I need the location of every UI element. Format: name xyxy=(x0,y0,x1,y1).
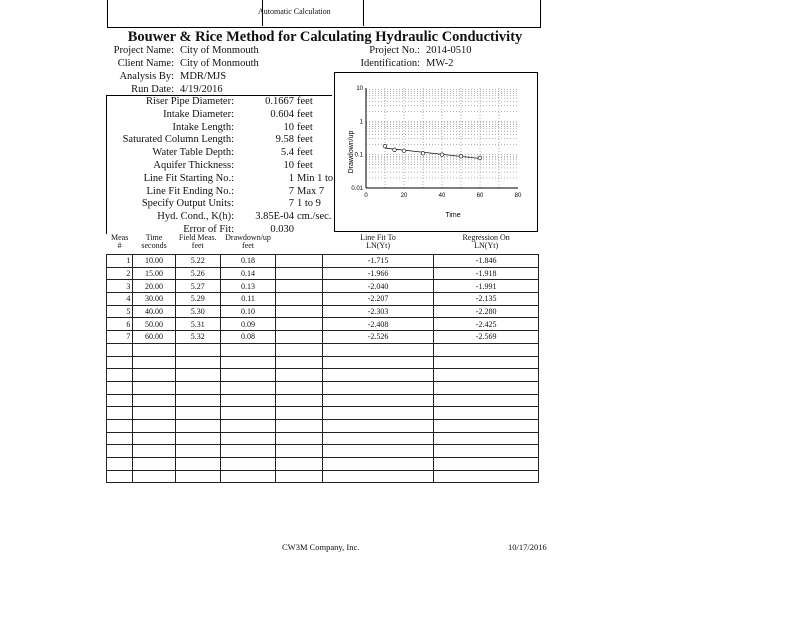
table-cell: -2.526 xyxy=(322,331,433,344)
table-cell xyxy=(434,394,539,407)
x-tick-label: 0 xyxy=(364,193,368,199)
table-cell xyxy=(276,369,323,382)
column-header xyxy=(322,234,433,255)
table-row-empty xyxy=(107,343,539,356)
footer-company: CW3M Company, Inc. xyxy=(282,542,360,552)
param-label: Riser Pipe Diameter: xyxy=(145,96,234,107)
table-cell xyxy=(175,343,220,356)
table-cell xyxy=(434,470,539,483)
table-cell: -2.408 xyxy=(322,318,433,331)
param-label: Saturated Column Length: xyxy=(122,134,234,146)
table-cell: 5 xyxy=(107,305,133,318)
table-cell xyxy=(276,331,323,344)
column-header-line1: Meas xyxy=(111,233,129,242)
table-cell xyxy=(133,381,175,394)
column-header-line2: # xyxy=(117,241,122,250)
param-value: 10 xyxy=(283,160,294,171)
table-row-empty xyxy=(107,394,539,407)
table-cell: 2 xyxy=(107,267,133,280)
table-cell: -1.918 xyxy=(434,267,539,280)
table-cell xyxy=(133,419,175,432)
column-header-line1: Drawdown/up xyxy=(225,233,271,242)
table-row xyxy=(107,255,539,268)
table-cell xyxy=(220,445,275,458)
table-row xyxy=(107,305,539,318)
table-cell: 5.22 xyxy=(175,255,220,268)
table-cell: 4 xyxy=(107,293,133,306)
table-cell xyxy=(276,280,323,293)
table-body xyxy=(107,255,539,483)
table-cell: -1.846 xyxy=(434,255,539,268)
table-cell: -2.135 xyxy=(434,293,539,306)
column-header-line1: Line Fit To xyxy=(360,233,396,242)
table-row-empty xyxy=(107,407,539,420)
table-cell xyxy=(434,432,539,445)
auto-calc-label: Automatic Calculation xyxy=(258,7,331,16)
table-cell xyxy=(276,267,323,280)
run-date-value: 4/19/2016 xyxy=(180,84,223,95)
project-no-value: 2014-0510 xyxy=(426,45,472,56)
table-cell xyxy=(107,381,133,394)
table-row xyxy=(107,267,539,280)
table-cell xyxy=(322,445,433,458)
data-point xyxy=(393,148,397,152)
table-cell xyxy=(133,369,175,382)
param-value: 7 xyxy=(288,198,294,210)
table-cell: 50.00 xyxy=(133,318,175,331)
column-header xyxy=(175,234,220,255)
table-cell: 0.10 xyxy=(220,305,275,318)
table-cell xyxy=(434,369,539,382)
param-unit: Max 7 xyxy=(297,185,325,197)
table-row xyxy=(107,318,539,331)
table-cell: 5.31 xyxy=(175,318,220,331)
table-cell: -2.425 xyxy=(434,318,539,331)
table-cell xyxy=(107,407,133,420)
param-unit: feet xyxy=(297,96,313,107)
param-value: 5.4 xyxy=(280,147,294,159)
column-header-line1: Regression On xyxy=(462,233,510,242)
param-label: Specify Output Units: xyxy=(141,198,234,210)
table-cell xyxy=(175,445,220,458)
table-cell xyxy=(322,407,433,420)
table-row-empty xyxy=(107,470,539,483)
table-cell xyxy=(175,407,220,420)
table-row-empty xyxy=(107,458,539,471)
table-cell xyxy=(434,343,539,356)
project-name-value: City of Monmouth xyxy=(180,45,259,56)
table-cell xyxy=(133,343,175,356)
y-tick-label: 0.01 xyxy=(351,186,363,192)
table-row xyxy=(107,293,539,306)
client-name-label: Client Name: xyxy=(117,58,174,69)
table-cell xyxy=(276,343,323,356)
table-cell: 10.00 xyxy=(133,255,175,268)
data-point xyxy=(478,156,482,160)
table-cell xyxy=(133,458,175,471)
table-cell xyxy=(175,394,220,407)
table-cell xyxy=(276,356,323,369)
table-cell: 5.26 xyxy=(175,267,220,280)
table-cell: -1.966 xyxy=(322,267,433,280)
project-name-label: Project Name: xyxy=(113,45,174,56)
table-cell xyxy=(322,458,433,471)
table-row xyxy=(107,280,539,293)
table-cell xyxy=(133,407,175,420)
page-title: Bouwer & Rice Method for Calculating Hydraulic Conductivity xyxy=(127,29,523,45)
table-cell: -2.303 xyxy=(322,305,433,318)
table-cell: 5.27 xyxy=(175,280,220,293)
table-cell xyxy=(276,318,323,331)
table-cell xyxy=(322,394,433,407)
identification-value: MW-2 xyxy=(426,58,454,69)
project-no-label: Project No.: xyxy=(369,45,420,56)
param-unit: cm./sec. xyxy=(297,211,332,223)
table-cell xyxy=(276,432,323,445)
param-label: Aquifer Thickness: xyxy=(153,160,234,171)
column-header-line1: Field Meas. xyxy=(178,233,217,242)
table-cell: 0.13 xyxy=(220,280,275,293)
table-cell: 3 xyxy=(107,280,133,293)
table-cell: -1.715 xyxy=(322,255,433,268)
table-cell xyxy=(220,458,275,471)
column-header xyxy=(276,234,323,255)
table-cell xyxy=(220,407,275,420)
identification-label: Identification: xyxy=(360,58,420,69)
table-cell xyxy=(107,458,133,471)
table-cell: 5.30 xyxy=(175,305,220,318)
table-cell xyxy=(107,343,133,356)
table-cell xyxy=(107,419,133,432)
param-unit: feet xyxy=(297,147,313,159)
table-cell: 0.14 xyxy=(220,267,275,280)
data-table xyxy=(106,234,539,483)
table-cell xyxy=(276,255,323,268)
param-label: Error of Fit: xyxy=(183,224,234,235)
y-tick-label: 10 xyxy=(356,86,363,92)
param-label: Line Fit Ending No.: xyxy=(146,185,234,197)
table-cell xyxy=(322,356,433,369)
table-cell: -2.569 xyxy=(434,331,539,344)
data-point xyxy=(459,154,463,158)
table-cell: 5.32 xyxy=(175,331,220,344)
param-value: 1 xyxy=(288,172,294,184)
table-cell: 40.00 xyxy=(133,305,175,318)
table-cell xyxy=(322,419,433,432)
table-cell xyxy=(434,407,539,420)
table-cell xyxy=(322,432,433,445)
table-cell xyxy=(276,470,323,483)
column-header-line1: Time xyxy=(145,233,163,242)
table-cell xyxy=(276,394,323,407)
chart-frame xyxy=(335,73,538,232)
table-cell xyxy=(133,445,175,458)
table-cell: 0.18 xyxy=(220,255,275,268)
param-unit: feet xyxy=(297,108,313,120)
data-point xyxy=(440,153,444,157)
param-label: Hyd. Cond., K(h): xyxy=(157,211,234,223)
table-cell: 15.00 xyxy=(133,267,175,280)
table-cell xyxy=(175,470,220,483)
table-cell xyxy=(133,394,175,407)
column-header xyxy=(220,234,275,255)
param-label: Water Table Depth: xyxy=(152,147,234,159)
param-label: Intake Diameter: xyxy=(163,108,234,120)
table-cell xyxy=(133,356,175,369)
table-cell: 7 xyxy=(107,331,133,344)
param-label: Line Fit Starting No.: xyxy=(143,172,234,184)
table-cell xyxy=(276,305,323,318)
table-cell xyxy=(276,407,323,420)
table-cell xyxy=(434,381,539,394)
table-cell: 1 xyxy=(107,255,133,268)
table-cell xyxy=(220,369,275,382)
param-unit: 1 to 9 xyxy=(297,198,321,210)
drawdown-chart xyxy=(334,72,538,232)
param-unit: feet xyxy=(297,160,313,171)
table-header-row xyxy=(107,234,539,255)
table-cell: 0.08 xyxy=(220,331,275,344)
y-tick-label: 1 xyxy=(359,119,363,126)
table-cell xyxy=(434,356,539,369)
param-value: 10 xyxy=(283,121,294,133)
column-header xyxy=(133,234,175,255)
x-tick-label: 20 xyxy=(400,193,408,199)
table-cell xyxy=(220,394,275,407)
x-tick-label: 40 xyxy=(438,193,446,199)
table-cell xyxy=(107,356,133,369)
table-cell xyxy=(107,470,133,483)
param-value: 0.1667 xyxy=(265,96,294,107)
data-point xyxy=(402,149,406,153)
client-name-value: City of Monmouth xyxy=(180,58,259,69)
table-cell xyxy=(175,458,220,471)
table-cell: 30.00 xyxy=(133,293,175,306)
column-header xyxy=(434,234,539,255)
param-value: 3.85E-04 xyxy=(255,211,294,223)
table-row-empty xyxy=(107,419,539,432)
param-unit: feet xyxy=(297,121,313,133)
column-header-line2: seconds xyxy=(141,241,167,250)
table-cell xyxy=(133,470,175,483)
table-row-empty xyxy=(107,356,539,369)
table-cell xyxy=(133,432,175,445)
param-value: 9.58 xyxy=(275,134,294,146)
table-cell xyxy=(322,343,433,356)
table-cell xyxy=(220,356,275,369)
table-cell xyxy=(276,458,323,471)
table-row xyxy=(107,331,539,344)
table-cell: 20.00 xyxy=(133,280,175,293)
analysis-by-value: MDR/MJS xyxy=(180,71,227,82)
table-cell xyxy=(276,419,323,432)
table-cell: -2.040 xyxy=(322,280,433,293)
column-header-line2: feet xyxy=(242,241,255,250)
y-tick-label: 0.1 xyxy=(354,152,363,159)
column-header xyxy=(107,234,133,255)
table-cell xyxy=(322,470,433,483)
table-cell xyxy=(107,445,133,458)
table-row-empty xyxy=(107,369,539,382)
table-cell xyxy=(276,381,323,394)
table-cell xyxy=(107,369,133,382)
table-cell: 60.00 xyxy=(133,331,175,344)
table-cell xyxy=(322,381,433,394)
table-cell xyxy=(276,293,323,306)
table-cell xyxy=(434,458,539,471)
table-cell xyxy=(220,381,275,394)
param-value: 7 xyxy=(288,185,294,197)
x-tick-label: 60 xyxy=(476,193,484,199)
table-cell: 6 xyxy=(107,318,133,331)
table-cell xyxy=(276,445,323,458)
top-divider-right xyxy=(363,0,364,26)
table-cell xyxy=(175,419,220,432)
param-label: Intake Length: xyxy=(172,121,234,133)
table-cell: -2.207 xyxy=(322,293,433,306)
table-cell: 0.09 xyxy=(220,318,275,331)
table-cell xyxy=(175,432,220,445)
table-cell xyxy=(175,381,220,394)
table-row-empty xyxy=(107,432,539,445)
param-unit: Min 1 to xyxy=(297,172,334,184)
y-axis-label: Drawdown/up xyxy=(348,130,355,174)
table-cell xyxy=(220,432,275,445)
column-header-line2: feet xyxy=(191,241,204,250)
table-cell xyxy=(322,369,433,382)
table-cell: 5.29 xyxy=(175,293,220,306)
x-tick-label: 80 xyxy=(514,193,522,199)
param-unit: feet xyxy=(297,134,313,146)
table-cell xyxy=(107,432,133,445)
x-axis-label: Time xyxy=(445,212,461,219)
table-cell xyxy=(107,394,133,407)
table-cell xyxy=(175,356,220,369)
table-cell: -2.280 xyxy=(434,305,539,318)
table-row-empty xyxy=(107,381,539,394)
analysis-by-label: Analysis By: xyxy=(119,71,174,82)
column-header-line2: LN(Yt) xyxy=(474,241,499,250)
table-row-empty xyxy=(107,445,539,458)
run-date-label: Run Date: xyxy=(131,84,174,95)
table-cell xyxy=(175,369,220,382)
table-cell xyxy=(220,419,275,432)
column-header-line2: LN(Yt) xyxy=(366,241,391,250)
table-cell xyxy=(434,419,539,432)
table-cell: -1.991 xyxy=(434,280,539,293)
footer-date: 10/17/2016 xyxy=(508,542,547,552)
table-cell xyxy=(220,470,275,483)
data-point xyxy=(383,144,387,148)
table-cell xyxy=(434,445,539,458)
table-cell: 0.11 xyxy=(220,293,275,306)
table-cell xyxy=(220,343,275,356)
param-value: 0.030 xyxy=(270,224,294,235)
data-point xyxy=(421,151,425,155)
param-value: 0.604 xyxy=(270,108,294,120)
